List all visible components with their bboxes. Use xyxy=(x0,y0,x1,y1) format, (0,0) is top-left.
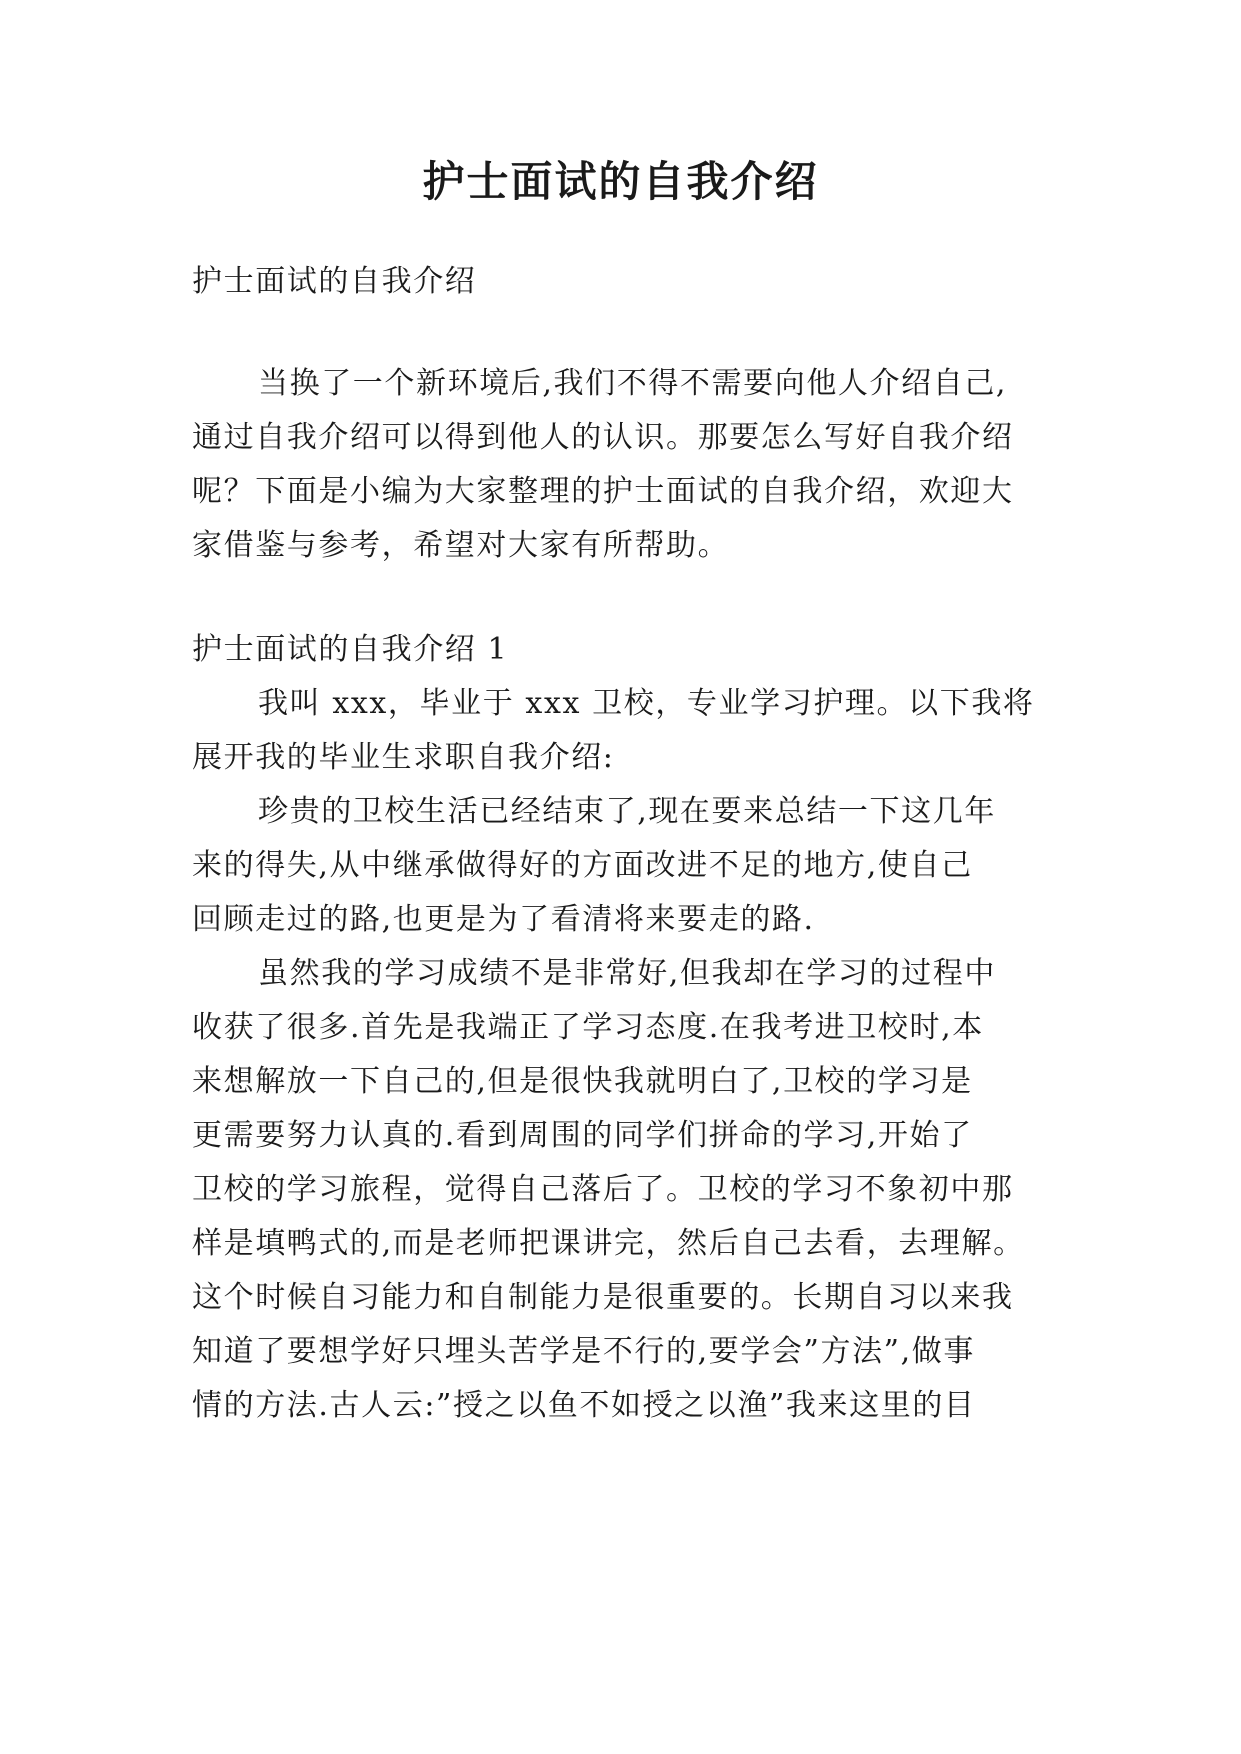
document-subtitle: 护士面试的自我介绍 xyxy=(192,264,477,299)
body-line: 来的得失,从中继承做得好的方面改进不足的地方,使自己 xyxy=(192,848,973,883)
body-line: 虽然我的学习成绩不是非常好,但我却在学习的过程中 xyxy=(258,956,996,991)
body-line: 收获了很多.首先是我端正了学习态度.在我考进卫校时,本 xyxy=(192,1010,984,1045)
body-line: 珍贵的卫校生活已经结束了,现在要来总结一下这几年 xyxy=(258,794,996,829)
document-title: 护士面试的自我介绍 xyxy=(422,157,819,206)
body-line: 情的方法.古人云:”授之以鱼不如授之以渔”我来这里的目 xyxy=(192,1388,976,1423)
section-heading: 护士面试的自我介绍 1 xyxy=(192,632,509,667)
body-line: 来想解放一下自己的,但是很快我就明白了,卫校的学习是 xyxy=(192,1064,973,1099)
body-line: 我叫 xxx，毕业于 xxx 卫校，专业学习护理。以下我将 xyxy=(258,686,1035,721)
intro-line: 通过自我介绍可以得到他人的认识。那要怎么写好自我介绍 xyxy=(192,420,1014,455)
intro-line: 家借鉴与参考，希望对大家有所帮助。 xyxy=(192,528,730,563)
body-line: 样是填鸭式的,而是老师把课讲完，然后自己去看，去理解。 xyxy=(192,1226,1025,1261)
body-line: 回顾走过的路,也更是为了看清将来要走的路. xyxy=(192,902,815,937)
body-line: 卫校的学习旅程，觉得自己落后了。卫校的学习不象初中那 xyxy=(192,1172,1014,1207)
intro-line: 当换了一个新环境后,我们不得不需要向他人介绍自己, xyxy=(258,366,1008,401)
body-line: 这个时候自习能力和自制能力是很重要的。长期自习以来我 xyxy=(192,1280,1014,1315)
body-line: 知道了要想学好只埋头苦学是不行的,要学会”方法”,做事 xyxy=(192,1334,975,1369)
body-line: 更需要努力认真的.看到周围的同学们拼命的学习,开始了 xyxy=(192,1118,973,1153)
intro-line: 呢？下面是小编为大家整理的护士面试的自我介绍，欢迎大 xyxy=(192,474,1014,509)
body-line: 展开我的毕业生求职自我介绍: xyxy=(192,740,615,775)
